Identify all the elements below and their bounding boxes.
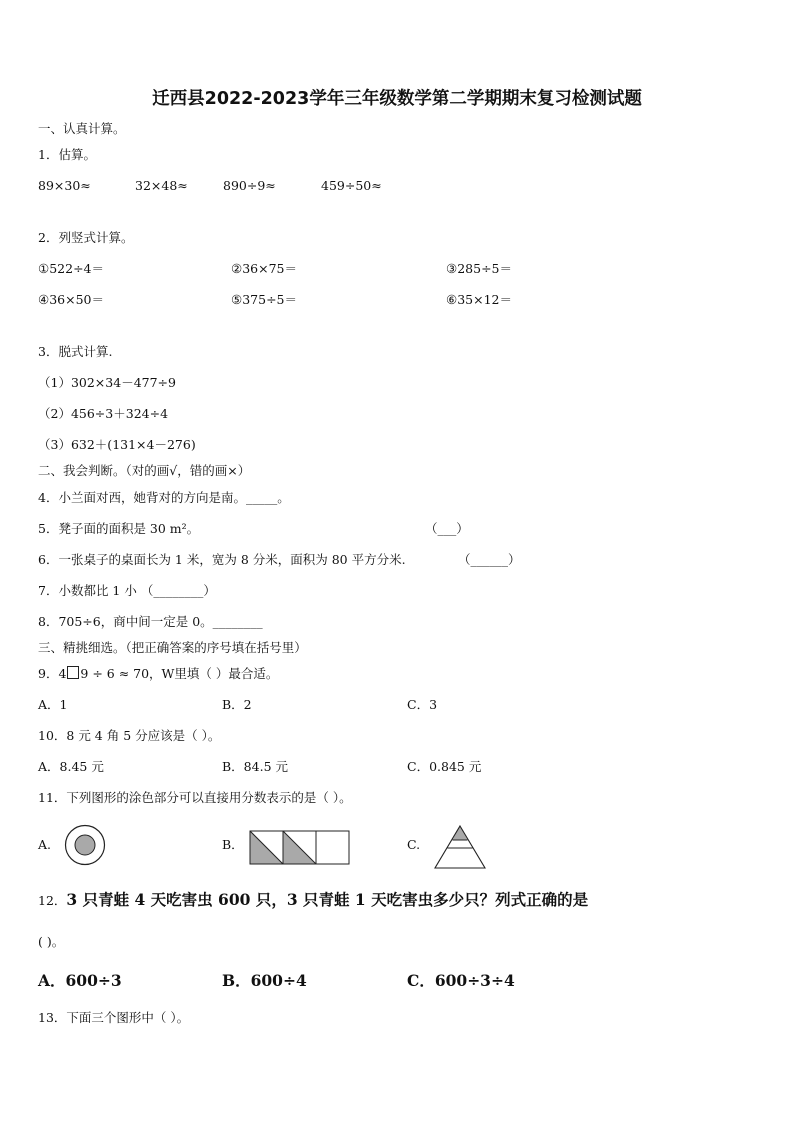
q6-text: 6．一张桌子的桌面长为 1 米，宽为 8 分米，面积为 80 平方分米. [38, 552, 406, 567]
q10-option-c: C．0.845 元 [407, 759, 482, 774]
q5-text: 5．凳子面的面积是 30 m²。 [38, 521, 200, 536]
q12-stem-line-2: ( )。 [38, 934, 65, 949]
inner-shaded-circle [75, 835, 95, 855]
page-title: 迁西县2022-2023学年三年级数学第二学期期末复习检测试题 [152, 89, 642, 109]
q13-stem: 13．下面三个图形中（ ）。 [38, 1010, 190, 1025]
q1-item-4: 459÷50≈ [321, 178, 382, 193]
q7-text: 7．小数都比 1 小 （________） [38, 583, 216, 598]
q2-item-5: ⑤375÷5＝ [231, 292, 297, 307]
q12-stem [38, 890, 588, 910]
q11-option-b: B． [222, 837, 244, 852]
section-2-header: 二、我会判断。（对的画√，错的画×） [38, 463, 251, 478]
q12-option-c: C．600÷3÷4 [407, 971, 515, 990]
q1-item-3: 890÷9≈ [223, 178, 276, 193]
q3-item-2: （2）456÷3＋324÷4 [38, 406, 169, 421]
q3-item-3: （3）632＋(131×4－276) [38, 437, 196, 452]
q9-option-a: A．1 [38, 697, 68, 712]
q12-option-b: B．600÷4 [222, 971, 307, 990]
q11-option-a: A. [38, 837, 52, 852]
q9-empty-box [67, 666, 79, 679]
q3-item-1: （1）302×34－477÷9 [38, 375, 176, 390]
q11-figure-a-circle [64, 824, 106, 866]
shaded-top-triangle [453, 826, 468, 840]
q3-label: 3．脱式计算. [38, 344, 113, 359]
q9-option-c: C．3 [407, 697, 438, 712]
q2-item-3: ③285÷5＝ [446, 261, 512, 276]
q2-item-2: ②36×75＝ [231, 261, 297, 276]
q5-answer-blank: （___） [425, 521, 469, 536]
q2-label: 2．列竖式计算。 [38, 230, 134, 245]
q1-item-1: 89×30≈ [38, 178, 91, 193]
q11-figure-b-squares [249, 830, 352, 865]
q1-label: 1．估算。 [38, 147, 96, 162]
section-3-header: 三、精挑细选。（把正确答案的序号填在括号里） [38, 640, 307, 655]
q1-item-2: 32×48≈ [135, 178, 188, 193]
q10-option-a: A．8.45 元 [38, 759, 104, 774]
square-3 [316, 831, 349, 864]
q9-stem-pre: 9．4 [38, 666, 67, 681]
q2-item-6: ⑥35×12＝ [446, 292, 512, 307]
q8-text: 8．705÷6，商中间一定是 0。________ [38, 614, 263, 629]
q12-number: 12． [38, 893, 67, 908]
q6-answer-blank: （______） [458, 552, 521, 567]
q11-figure-c-triangle [434, 825, 486, 869]
section-1-header: 一、认真计算。 [38, 121, 126, 136]
q12-option-a: A．600÷3 [38, 971, 122, 990]
q9-option-b: B．2 [222, 697, 252, 712]
q12-stem-text: 3 只青蛙 4 天吃害虫 600 只，3 只青蛙 1 天吃害虫多少只？列式正确的是 [66, 890, 589, 909]
q4-text: 4．小兰面对西，她背对的方向是南。_____。 [38, 490, 290, 505]
q9-stem [38, 666, 278, 682]
q10-option-b: B．84.5 元 [222, 759, 288, 774]
q11-stem: 11．下列图形的涂色部分可以直接用分数表示的是（ ）。 [38, 790, 352, 805]
q10-stem: 10．8 元 4 角 5 分应该是（ ）。 [38, 728, 221, 743]
q11-option-c: C. [407, 837, 421, 852]
q9-stem-post: 9 ÷ 6 ≈ 70，W里填（ ）最合适。 [80, 666, 279, 681]
q2-item-1: ①522÷4＝ [38, 261, 104, 276]
q2-item-4: ④36×50＝ [38, 292, 104, 307]
